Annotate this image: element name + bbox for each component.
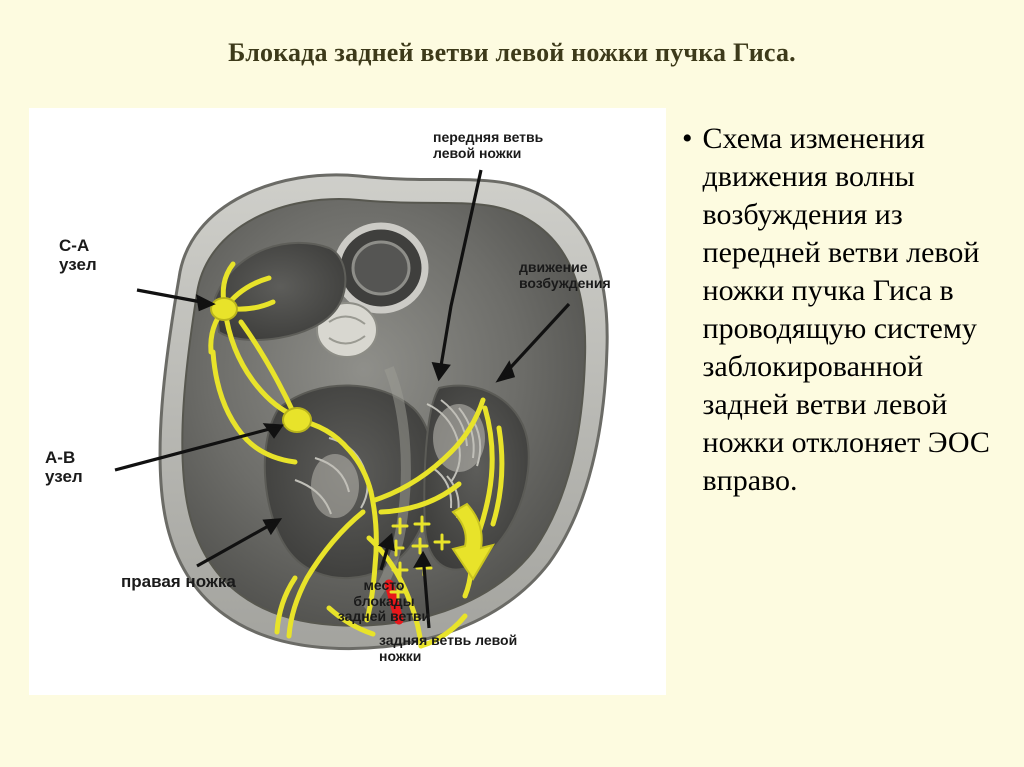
bullet-list: [682, 120, 1012, 500]
label-posterior-branch: задняя ветвь левой ножки: [379, 632, 518, 664]
label-sa-node: С-А узел: [59, 236, 97, 275]
heart-illustration: [29, 108, 666, 695]
page-title: Блокада задней ветви левой ножки пучка Гиса.: [228, 38, 796, 67]
papillary-muscle-left: [311, 454, 359, 518]
label-excitation-movement: движение возбуждения: [519, 259, 611, 291]
bullet-dot-icon: •: [682, 122, 693, 155]
label-block-site: место блокады задней ветви: [337, 577, 431, 625]
list-item: [682, 120, 1012, 500]
sa-node-marker: [211, 298, 237, 320]
label-anterior-branch: передняя ветвь левой ножки: [433, 129, 544, 161]
bullet-text: Схема изменения движения волны возбуждения из передней ветви левой ножки пучка Гиса в проводящую систему заблокированной задней ветви левой ножки отклоняет ЭОС вправо.: [702, 122, 990, 497]
aorta-lumen: [353, 242, 409, 294]
label-right-bundle: правая ножка: [121, 572, 236, 591]
av-node-marker: [283, 408, 311, 432]
label-av-node: А-В узел: [45, 448, 83, 487]
heart-diagram-panel: [29, 108, 666, 695]
